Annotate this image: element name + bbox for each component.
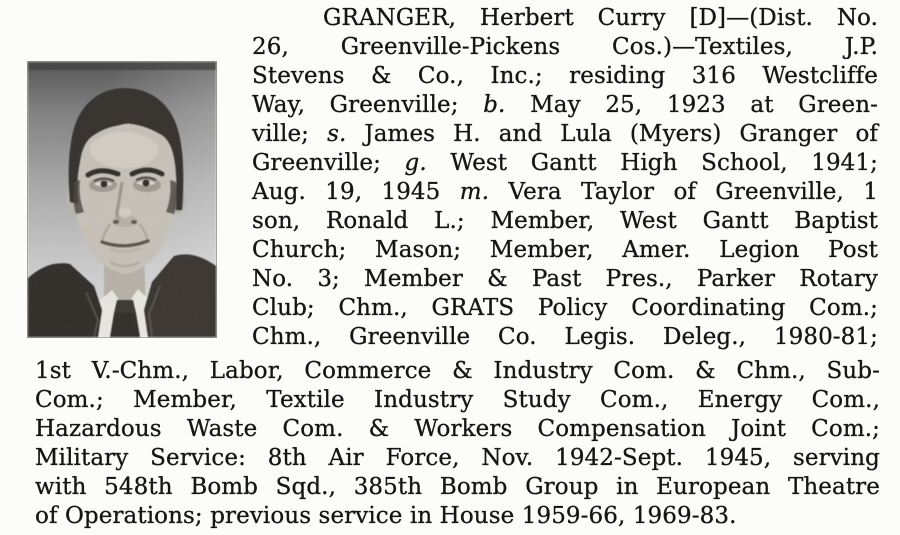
- bio-line: [252, 120, 878, 149]
- bio-text-segment: Way, Greenville;: [252, 92, 484, 118]
- bio-text-segment: James H. and Lula (Myers) Granger of: [346, 121, 878, 147]
- bio-line: son, Ronald L.; Member, West Gantt Baptist: [252, 208, 878, 234]
- bio-text-segment: Aug. 19, 1945: [252, 179, 460, 205]
- bio-line: Hazardous Waste Com. & Workers Compensation Joint Com.;: [35, 416, 880, 442]
- bio-italic-abbrev: m.: [459, 179, 490, 205]
- bio-line: Chm., Greenville Co. Legis. Deleg., 1980-81;: [252, 324, 878, 350]
- bio-text-segment: ville;: [252, 121, 328, 147]
- bio-text-segment: West Gantt High School, 1941;: [426, 150, 879, 176]
- bio-text-segment: Vera Taylor of Greenville, 1: [489, 179, 878, 205]
- film-grain-overlay: [28, 62, 216, 337]
- bio-text-segment: May 25, 1923 at Green-: [505, 92, 878, 118]
- bio-line: [252, 91, 878, 120]
- bio-line: Church; Mason; Member, Amer. Legion Post: [252, 237, 878, 263]
- bio-line: [252, 178, 878, 207]
- bio-line: GRANGER, Herbert Curry [D]—(Dist. No.: [323, 5, 878, 31]
- portrait-illustration: [28, 62, 216, 337]
- bio-line: 1st V.-Chm., Labor, Commerce & Industry Com. & Chm., Sub-: [35, 358, 880, 384]
- bio-line: Com.; Member, Textile Industry Study Com., Energy Com.,: [35, 387, 880, 413]
- portrait-photo: [28, 62, 216, 337]
- bio-line: [252, 149, 878, 178]
- bio-line: Stevens & Co., Inc.; residing 316 Westcliffe: [252, 63, 878, 89]
- bio-line: Military Service: 8th Air Force, Nov. 1942-Sept. 1945, serving: [35, 445, 880, 471]
- bio-line: Club; Chm., GRATS Policy Coordinating Com.;: [252, 295, 878, 321]
- bio-italic-abbrev: g.: [404, 150, 427, 176]
- bio-fullwidth-text-column: [35, 357, 880, 531]
- bio-line: of Operations; previous service in House 1959-66, 1969-83.: [35, 503, 737, 529]
- bio-wrapped-text-column: [252, 4, 878, 352]
- bio-text-segment: Greenville;: [252, 150, 405, 176]
- bio-line: with 548th Bomb Sqd., 385th Bomb Group in European Theatre: [35, 474, 880, 500]
- bio-italic-abbrev: s.: [327, 121, 347, 147]
- bio-line: No. 3; Member & Past Pres., Parker Rotary: [252, 266, 878, 292]
- bio-italic-abbrev: b.: [483, 92, 506, 118]
- bio-line: 26, Greenville-Pickens Cos.)—Textiles, J.P.: [252, 34, 878, 60]
